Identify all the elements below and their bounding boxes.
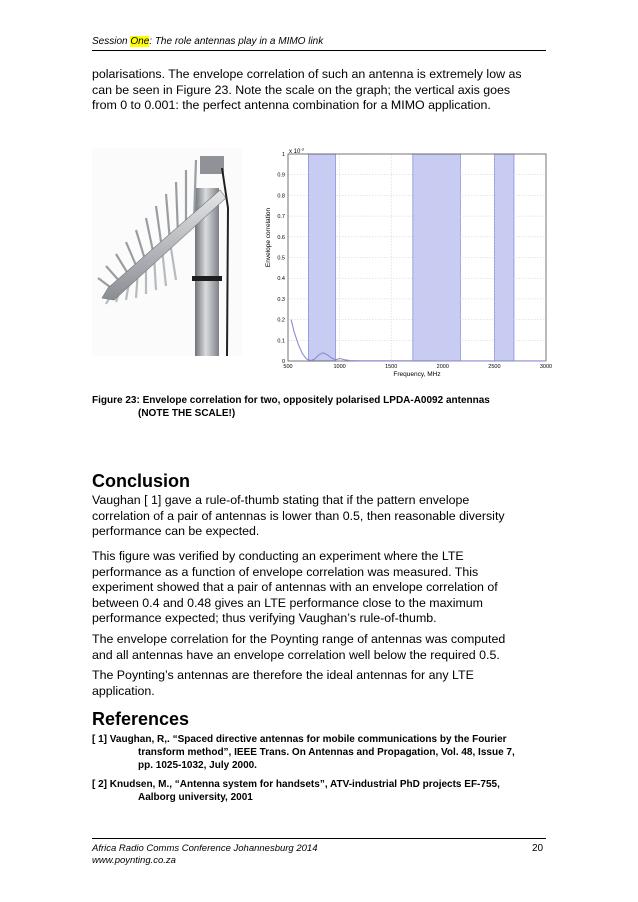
- reference-line: [ 2] Knudsen, M., “Antenna system for handsets”, ATV-industrial PhD projects EF-755,: [92, 779, 500, 790]
- x-tick-label: 3000: [539, 364, 553, 370]
- y-axis-label: Envelope correlation: [265, 207, 272, 268]
- conclusion-paragraph-3: [92, 632, 546, 663]
- reference-line: Aalborg university, 2001: [138, 792, 253, 803]
- text-line: application.: [92, 683, 155, 698]
- y-tick-label: 0.2: [277, 317, 285, 324]
- reference-line: [ 1] Vaughan, R,. “Spaced directive antennas for mobile communications by the Fourier: [92, 734, 507, 745]
- y-tick-label: 0.3: [277, 296, 285, 303]
- footer-conference: Africa Radio Comms Conference Johannesburg 2014: [92, 843, 318, 854]
- x-tick-label: 2000: [436, 364, 449, 370]
- y-tick-label: 0.7: [277, 214, 285, 221]
- conclusion-heading: Conclusion: [92, 471, 190, 491]
- text-line: Vaughan [ 1] gave a rule-of-thumb stating that if the pattern envelope: [92, 493, 470, 507]
- y-tick-label: 0.5: [277, 255, 285, 262]
- x-tick-label: 1000: [333, 364, 346, 370]
- y-tick-label: 0.9: [277, 172, 285, 179]
- x-tick-label: 1500: [385, 364, 398, 370]
- x-axis-label: Frequency, MHz: [393, 371, 441, 378]
- text-line: The envelope correlation for the Poynting range of antennas was computed: [92, 632, 506, 646]
- header-prefix: Session: [92, 36, 131, 47]
- antenna-photo: [92, 148, 242, 356]
- reference-line: transform method”, IEEE Trans. On Antennas and Propagation, Vol. 48, Issue 7,: [138, 747, 515, 758]
- text-line: performance can be expected.: [92, 524, 260, 539]
- y-tick-label: 0: [281, 359, 285, 365]
- envelope-correlation-chart: [258, 147, 553, 382]
- y-scale-label: x $10^{-3}$: [289, 147, 304, 155]
- page-footer: [92, 843, 318, 867]
- text-line: correlation of a pair of antennas is lower than 0.5, then reasonable diversity: [92, 508, 505, 523]
- intro-line: can be seen in Figure 23. Note the scale on the graph; the vertical axis goes: [92, 82, 511, 97]
- y-tick-label: 0.4: [277, 276, 285, 283]
- header-highlight: One: [130, 36, 150, 47]
- footer-rule: [92, 838, 546, 839]
- x-ticks: [283, 364, 552, 370]
- references-heading: References: [92, 709, 190, 729]
- conclusion-paragraph-2: [92, 549, 546, 627]
- header-suffix: : The role antennas play in a MIMO link: [149, 36, 324, 47]
- reference-item: [92, 733, 546, 772]
- figure-caption-line1: Figure 23: Envelope correlation for two, oppositely polarised LPDA-A0092 antennas: [92, 395, 490, 406]
- y-tick-label: 0.1: [277, 338, 285, 345]
- reference-item: [92, 778, 546, 804]
- footer-website: www.poynting.co.za: [92, 855, 176, 866]
- y-ticks: [277, 152, 285, 365]
- text-line: between 0.4 and 0.48 gives an LTE performance close to the maximum: [92, 595, 483, 610]
- conclusion-paragraph-1: [92, 493, 546, 540]
- figure-caption-line2: (NOTE THE SCALE!): [138, 408, 236, 419]
- intro-paragraph: [92, 67, 546, 114]
- text-line: performance as a function of envelope correlation was measured. This: [92, 564, 479, 579]
- text-line: performance expected; thus verifying Vaughan’s rule-of-thumb.: [92, 611, 437, 626]
- text-line: The Poynting’s antennas are therefore the ideal antennas for any LTE: [92, 668, 474, 682]
- text-line: This figure was verified by conducting an experiment where the LTE: [92, 549, 464, 563]
- intro-line: polarisations. The envelope correlation of such an antenna is extremely low as: [92, 67, 522, 81]
- y-tick-label: 1: [281, 152, 285, 158]
- x-tick-label: 500: [283, 364, 293, 370]
- text-line: experiment showed that a pair of antennas with an envelope correlation of: [92, 580, 498, 595]
- y-tick-label: 0.8: [277, 193, 285, 200]
- reference-line: pp. 1025-1032, July 2000.: [138, 760, 257, 771]
- x-tick-label: 2500: [488, 364, 501, 370]
- conclusion-paragraph-4: [92, 668, 546, 699]
- page-number: 20: [532, 843, 544, 854]
- header-rule: [92, 50, 546, 51]
- figure-caption: [92, 394, 546, 420]
- running-header: [92, 36, 323, 47]
- y-tick-label: 0.6: [277, 234, 285, 241]
- text-line: and all antennas have an envelope correlation well below the required 0.5.: [92, 647, 500, 662]
- y-scale-exponent: -3: [300, 147, 304, 152]
- intro-line: from 0 to 0.001: the perfect antenna combination for a MIMO application.: [92, 98, 491, 113]
